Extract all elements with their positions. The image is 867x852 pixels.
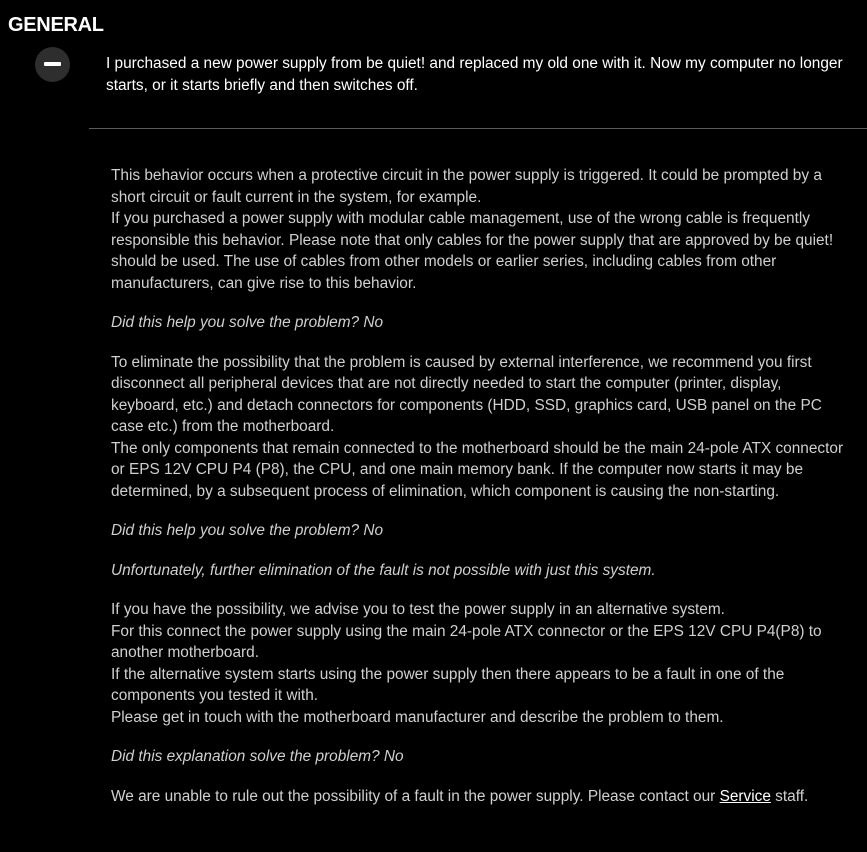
answer-text: If the alternative system starts using the power supply then there appears to be a fault in one of the components you tested it with. (111, 665, 785, 704)
help-question-3: Did this explanation solve the problem? No (111, 748, 404, 765)
service-link[interactable]: Service (719, 787, 771, 805)
divider (89, 128, 867, 129)
section-title: GENERAL (8, 14, 104, 36)
answer-final-paragraph (111, 786, 851, 808)
minus-icon (44, 62, 61, 66)
answer-text: staff. (770, 787, 809, 805)
help-question-1: Did this help you solve the problem? No (111, 314, 384, 331)
answer-paragraph-1 (111, 165, 851, 294)
answer-text: If you have the possibility, we advise you to test the power supply in an alternative system. (111, 601, 725, 618)
answer-text: Please get in touch with the motherboard manufacturer and describe the problem to them. (111, 708, 724, 726)
answer-text: To eliminate the possibility that the problem is caused by external interference, we recommend you first disconnect all peripheral devices that are not directly needed to start the computer (printer, display, keyboard, etc.) and detach connectors for components (HDD, SSD, graphics card, USB panel on the PC case etc.) from the motherboard. (111, 353, 822, 435)
answer-text: For this connect the power supply using the main 24-pole ATX connector or the EPS 12V CPU P4(P8) to another motherboard. (111, 622, 822, 661)
faq-answer (111, 165, 851, 825)
elimination-note: Unfortunately, further elimination of the fault is not possible with just this system. (111, 561, 656, 579)
answer-text: The only components that remain connected to the motherboard should be the main 24-pole ATX connector or EPS 12V CPU P4 (P8), the CPU, and one main memory bank. If the computer now starts it may be determined, by a subsequent process of elimination, which component is causing the non-starting. (111, 439, 844, 500)
answer-text: If you purchased a power supply with modular cable management, use of the wrong cable is frequently responsible this behavior. Please note that only cables for the power supply that are approved by be quiet! should be used. The use of cables from other models or earlier series, including cables from other manufacturers, can give rise to this behavior. (111, 210, 834, 292)
answer-paragraph-3 (111, 599, 851, 728)
answer-text: We are unable to rule out the possibility of a fault in the power supply. Please contact our (111, 787, 720, 805)
answer-text: This behavior occurs when a protective circuit in the power supply is triggered. It could be prompted by a short circuit or fault current in the system, for example. (111, 167, 822, 206)
collapse-toggle-button[interactable] (35, 47, 70, 82)
help-question-2: Did this help you solve the problem? No (111, 522, 384, 539)
answer-paragraph-2 (111, 352, 851, 503)
faq-question[interactable]: I purchased a new power supply from be quiet! and replaced my old one with it. Now my computer no longer starts, or it starts briefly and then switches off. (106, 55, 843, 94)
